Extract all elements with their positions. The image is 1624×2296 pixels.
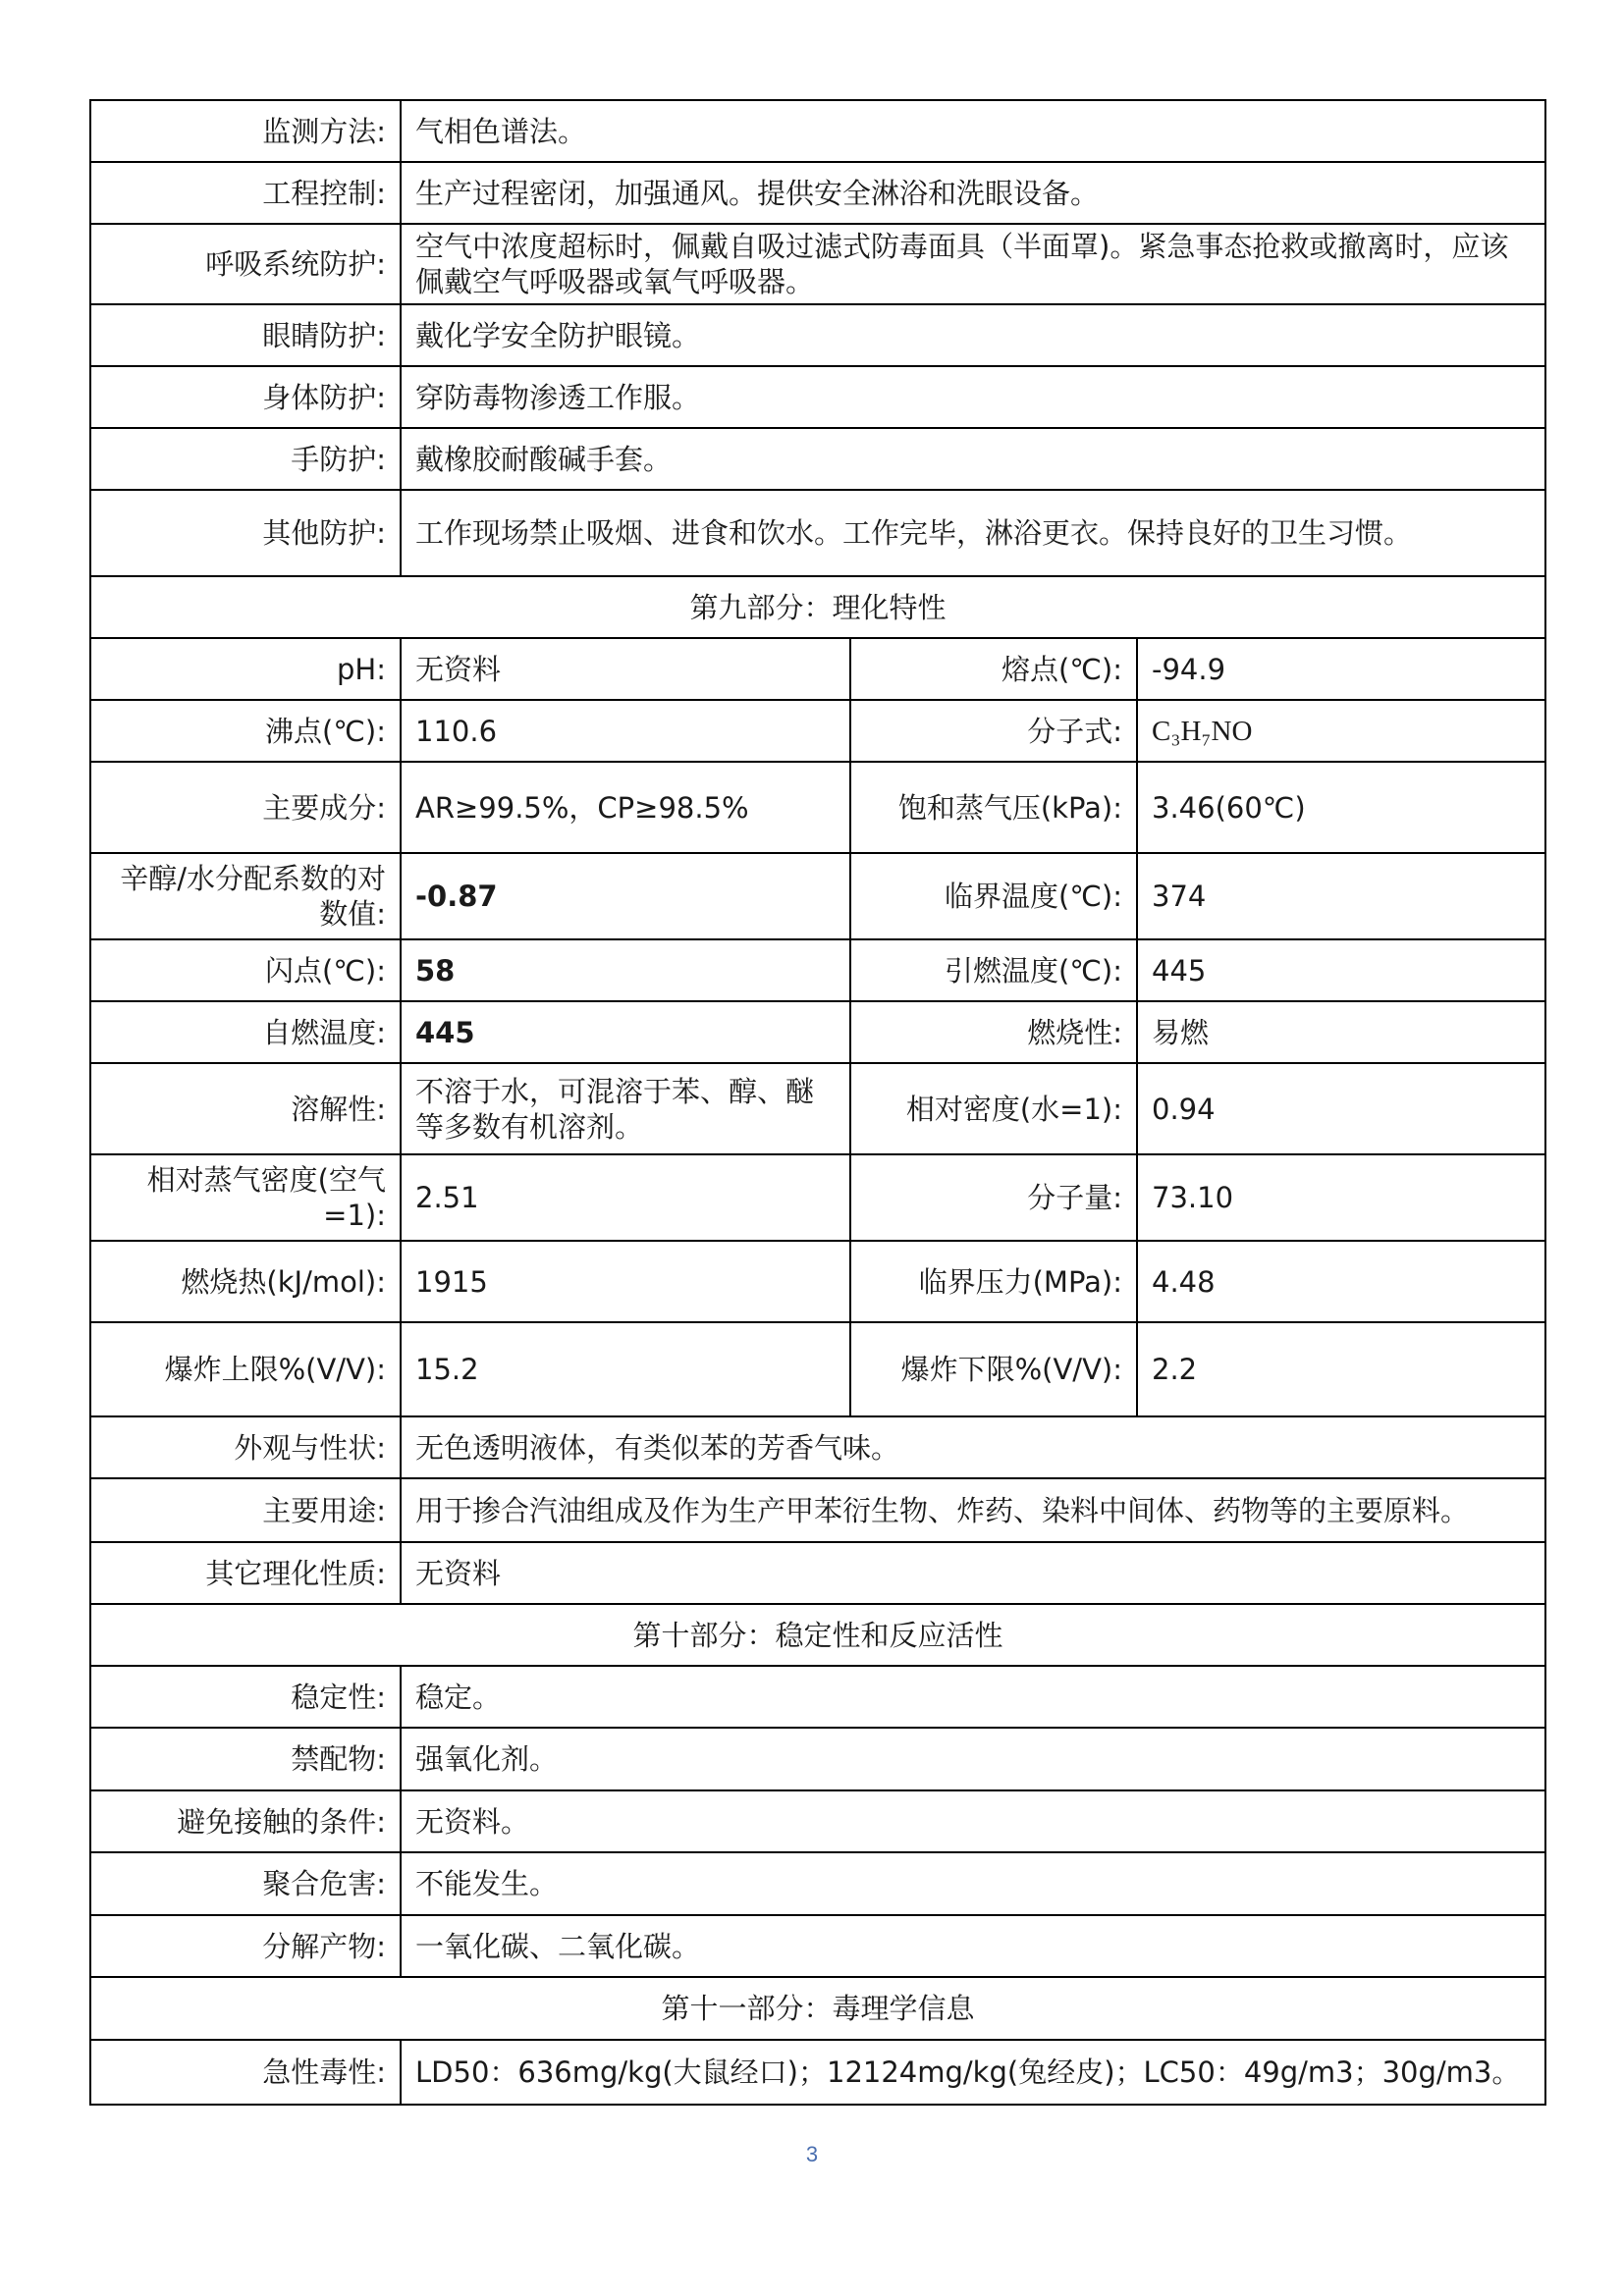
row-value: 戴化学安全防护眼镜。 xyxy=(401,304,1545,366)
row-label: 主要用途: xyxy=(90,1478,401,1542)
section-title: 第九部分：理化特性 xyxy=(90,576,1545,638)
section-header-row xyxy=(90,1977,1545,2040)
property-label: 沸点(℃): xyxy=(90,700,401,762)
property-value: 58 xyxy=(401,939,850,1001)
table-row xyxy=(90,762,1545,853)
table-row xyxy=(90,853,1545,939)
property-value: 4.48 xyxy=(1137,1241,1545,1322)
property-label: 熔点(℃): xyxy=(850,638,1137,700)
row-value: 一氧化碳、二氧化碳。 xyxy=(401,1915,1545,1977)
property-label: 自燃温度: xyxy=(90,1001,401,1063)
row-value: LD50：636mg/kg(大鼠经口)；12124mg/kg(兔经皮)；LC50：49g/m3；30g/m3。 xyxy=(401,2040,1545,2105)
row-label: 急性毒性: xyxy=(90,2040,401,2105)
section-header-row xyxy=(90,576,1545,638)
row-label: 避免接触的条件: xyxy=(90,1790,401,1852)
property-value: 73.10 xyxy=(1137,1154,1545,1241)
section-title: 第十部分：稳定性和反应活性 xyxy=(90,1604,1545,1666)
property-label: 爆炸下限%(V/V): xyxy=(850,1322,1137,1416)
row-value: 戴橡胶耐酸碱手套。 xyxy=(401,428,1545,490)
row-value: 用于掺合汽油组成及作为生产甲苯衍生物、炸药、染料中间体、药物等的主要原料。 xyxy=(401,1478,1545,1542)
property-value: 无资料 xyxy=(401,638,850,700)
table-row xyxy=(90,700,1545,762)
table-row xyxy=(90,224,1545,304)
row-value: 穿防毒物渗透工作服。 xyxy=(401,366,1545,428)
table-row xyxy=(90,939,1545,1001)
property-label: 临界压力(MPa): xyxy=(850,1241,1137,1322)
table-row xyxy=(90,1416,1545,1478)
property-value: 445 xyxy=(1137,939,1545,1001)
table-row xyxy=(90,1154,1545,1241)
table-row xyxy=(90,366,1545,428)
table-row xyxy=(90,1915,1545,1977)
property-label: 燃烧热(kJ/mol): xyxy=(90,1241,401,1322)
property-value: 不溶于水，可混溶于苯、醇、醚等多数有机溶剂。 xyxy=(401,1063,850,1154)
table-row xyxy=(90,2040,1545,2105)
property-label: 溶解性: xyxy=(90,1063,401,1154)
table-row xyxy=(90,638,1545,700)
property-value: 445 xyxy=(401,1001,850,1063)
property-label: 闪点(℃): xyxy=(90,939,401,1001)
row-label: 工程控制: xyxy=(90,162,401,224)
page-number: 3 xyxy=(805,2142,819,2166)
row-value: 强氧化剂。 xyxy=(401,1728,1545,1790)
table-row xyxy=(90,1852,1545,1915)
row-label: 其他防护: xyxy=(90,490,401,576)
row-value: 气相色谱法。 xyxy=(401,100,1545,162)
table-row xyxy=(90,304,1545,366)
property-value: 374 xyxy=(1137,853,1545,939)
table-row xyxy=(90,1728,1545,1790)
table-row xyxy=(90,1478,1545,1542)
property-label: 辛醇/水分配系数的对数值: xyxy=(90,853,401,939)
table-row xyxy=(90,490,1545,576)
row-label: 外观与性状: xyxy=(90,1416,401,1478)
property-value: 3.46(60℃) xyxy=(1137,762,1545,853)
row-label: 稳定性: xyxy=(90,1666,401,1728)
property-value: 110.6 xyxy=(401,700,850,762)
row-label: 禁配物: xyxy=(90,1728,401,1790)
row-value: 不能发生。 xyxy=(401,1852,1545,1915)
table-row xyxy=(90,1322,1545,1416)
row-value: 空气中浓度超标时，佩戴自吸过滤式防毒面具（半面罩)。紧急事态抢救或撤离时，应该佩戴空气呼吸器或氧气呼吸器。 xyxy=(401,224,1545,304)
row-label: 呼吸系统防护: xyxy=(90,224,401,304)
row-label: 分解产物: xyxy=(90,1915,401,1977)
property-label: 分子量: xyxy=(850,1154,1137,1241)
property-label: 爆炸上限%(V/V): xyxy=(90,1322,401,1416)
table-row xyxy=(90,428,1545,490)
row-label: 身体防护: xyxy=(90,366,401,428)
table-row xyxy=(90,1063,1545,1154)
property-value: AR≥99.5%，CP≥98.5% xyxy=(401,762,850,853)
property-label: 燃烧性: xyxy=(850,1001,1137,1063)
property-label: 相对蒸气密度(空气=1): xyxy=(90,1154,401,1241)
row-value: 无色透明液体，有类似苯的芳香气味。 xyxy=(401,1416,1545,1478)
property-value: 1915 xyxy=(401,1241,850,1322)
property-label: 相对密度(水=1): xyxy=(850,1063,1137,1154)
property-label: 饱和蒸气压(kPa): xyxy=(850,762,1137,853)
property-value: 2.51 xyxy=(401,1154,850,1241)
property-label: 引燃温度(℃): xyxy=(850,939,1137,1001)
row-value: 工作现场禁止吸烟、进食和饮水。工作完毕，淋浴更衣。保持良好的卫生习惯。 xyxy=(401,490,1545,576)
row-label: 监测方法: xyxy=(90,100,401,162)
table-row xyxy=(90,1542,1545,1604)
property-label: 临界温度(℃): xyxy=(850,853,1137,939)
section-title: 第十一部分：毒理学信息 xyxy=(90,1977,1545,2040)
row-label: 眼睛防护: xyxy=(90,304,401,366)
row-value: 生产过程密闭，加强通风。提供安全淋浴和洗眼设备。 xyxy=(401,162,1545,224)
row-label: 聚合危害: xyxy=(90,1852,401,1915)
property-label: 分子式: xyxy=(850,700,1137,762)
table-row xyxy=(90,100,1545,162)
sds-table xyxy=(89,99,1546,2106)
property-value: -94.9 xyxy=(1137,638,1545,700)
row-value: 无资料。 xyxy=(401,1790,1545,1852)
table-row xyxy=(90,1241,1545,1322)
property-label: 主要成分: xyxy=(90,762,401,853)
property-value: 2.2 xyxy=(1137,1322,1545,1416)
row-label: 其它理化性质: xyxy=(90,1542,401,1604)
table-row xyxy=(90,162,1545,224)
property-value: -0.87 xyxy=(401,853,850,939)
row-value: 无资料 xyxy=(401,1542,1545,1604)
molecular-formula: C₃H₇NO xyxy=(1137,700,1545,762)
property-value: 易燃 xyxy=(1137,1001,1545,1063)
table-row xyxy=(90,1001,1545,1063)
row-label: 手防护: xyxy=(90,428,401,490)
table-row xyxy=(90,1666,1545,1728)
row-value: 稳定。 xyxy=(401,1666,1545,1728)
property-label: pH: xyxy=(90,638,401,700)
section-header-row xyxy=(90,1604,1545,1666)
property-value: 0.94 xyxy=(1137,1063,1545,1154)
property-value: 15.2 xyxy=(401,1322,850,1416)
table-row xyxy=(90,1790,1545,1852)
